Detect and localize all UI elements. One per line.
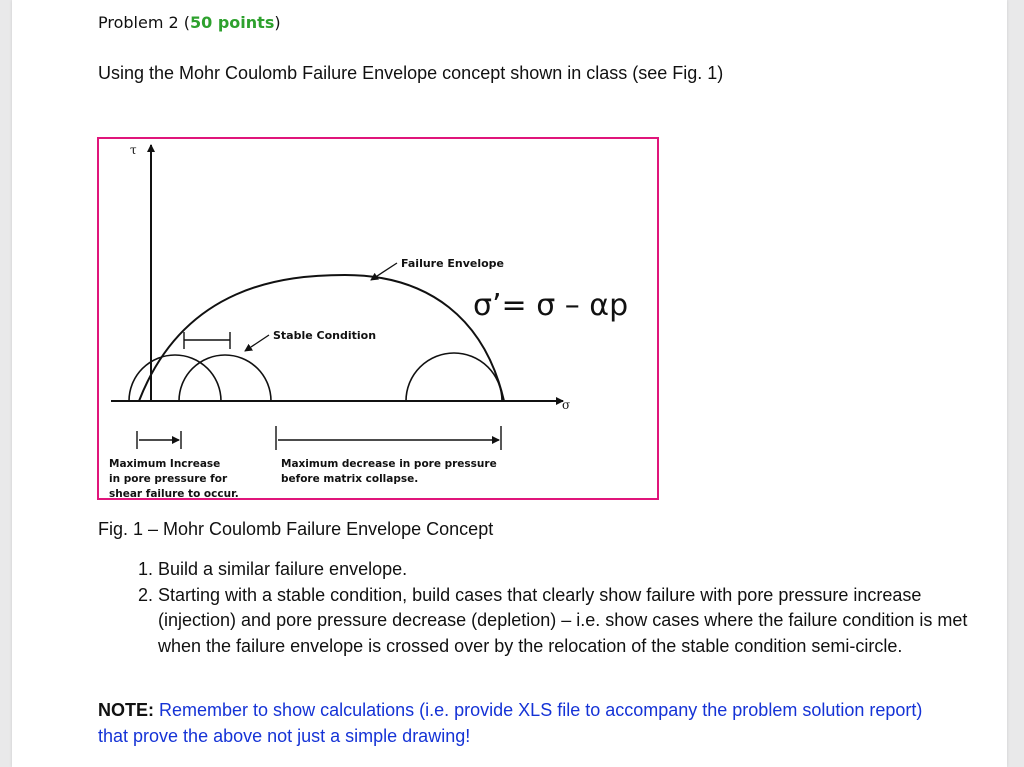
document-page: [12, 0, 1007, 767]
effective-stress-equation: σ’= σ – αp: [473, 288, 629, 323]
stable-condition-semicircle: [179, 355, 271, 401]
note-label: NOTE:: [98, 700, 154, 720]
failure-envelope-pointer: [371, 263, 397, 280]
stable-condition-pointer: [245, 335, 269, 351]
max-decrease-line-1: Maximum decrease in pore pressure: [281, 458, 497, 470]
max-decrease-semicircle: [406, 353, 502, 401]
points-value: 50 points: [190, 13, 275, 32]
max-increase-line-1: Maximum Increase: [109, 458, 221, 470]
sigma-axis-label: σ: [562, 398, 571, 412]
problem-heading: [98, 13, 281, 32]
failure-envelope-label: Failure Envelope: [401, 257, 505, 270]
figure-caption: Fig. 1 – Mohr Coulomb Failure Envelope Concept: [98, 519, 494, 539]
max-decrease-label: [281, 458, 500, 485]
intro-text: Using the Mohr Coulomb Failure Envelope concept shown in class (see Fig. 1): [98, 63, 724, 83]
max-increase-line-3: shear failure to occur.: [109, 488, 239, 498]
heading-prefix: Problem 2 (: [98, 13, 191, 32]
tau-axis-label: τ: [130, 143, 137, 157]
note-text: Remember to show calculations (i.e. provide XLS file to accompany the problem solution report) that prove the above not just a simple drawing!: [98, 700, 923, 746]
max-decrease-line-2: before matrix collapse.: [281, 473, 419, 485]
task-list: [122, 557, 988, 659]
max-increase-line-2: in pore pressure for: [109, 473, 228, 485]
task-item: 1. Build a similar failure envelope.: [158, 557, 988, 583]
figure-drawing: [99, 139, 657, 498]
heading-suffix: ): [274, 13, 281, 32]
mohr-coulomb-figure: [97, 137, 659, 500]
max-increase-label: [109, 458, 239, 498]
stable-condition-label: Stable Condition: [273, 329, 377, 342]
note-paragraph: [98, 697, 938, 749]
task-item: 2. Starting with a stable condition, build cases that clearly show failure with pore pressure increase (injection) and pore pressure decrease (depletion) – i.e. show cases where the failure condition is met when the failure envelope is crossed over by the relocation of the stable condition semi-circle.: [158, 583, 988, 660]
